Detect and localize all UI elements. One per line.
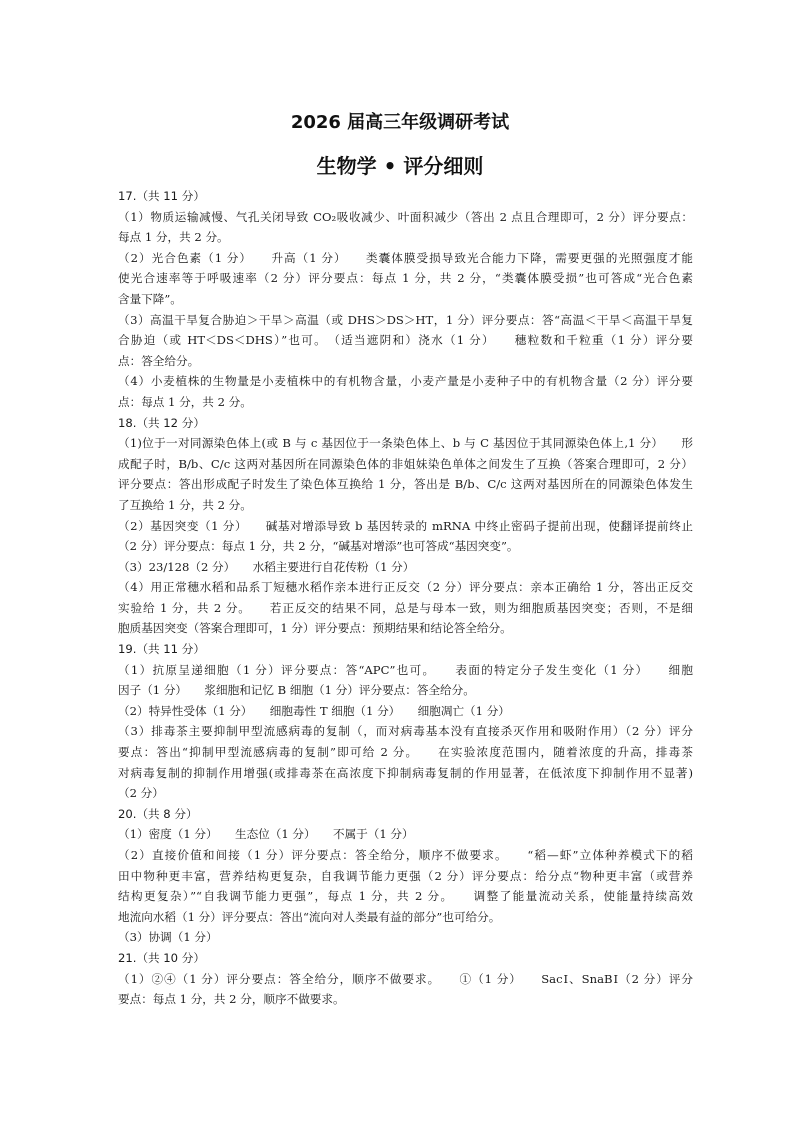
rubric-body — [118, 186, 693, 1010]
text-line: 田中物种更丰富，营养结构更复杂，自我调节能力更强（2 分）评分要点：给分点“物种更丰富（或营养 — [118, 868, 693, 883]
question-20-header: 20.（共 8 分） — [118, 806, 198, 821]
text-line: 合胁迫（或 HT＜DS＜DHS）”也可。 （适当遮阴和）浇水（1 分） 穗粒数和千粒重（1 分）评分要 — [118, 333, 693, 348]
page-title: 2026 届高三年级调研考试 — [290, 112, 510, 133]
text-line: 地流向水稻（1 分）评分要点：答出“流向对人类最有益的部分”也可给分。 — [118, 909, 501, 924]
text-line: （2 分）评分要点：每点 1 分，共 2 分，“碱基对增添”也可答成“基因突变”。 — [118, 539, 519, 554]
text-line: 含量下降”。 — [118, 291, 182, 306]
text-line: （3）协调（1 分） — [118, 930, 218, 945]
text-line: 实验给 1 分，共 2 分。 若正反交的结果不同，总是与母本一致，则为细胞质基因突变；否则，不是细 — [118, 600, 693, 615]
text-line: 评分要点：答出形成配子时发生了染色体互换给 1 分，答出是 B/b、C/c 这两对基因所在的同源染色体发生 — [118, 477, 693, 492]
text-line: 使光合速率等于呼吸速率（2 分）评分要点：每点 1 分，共 2 分，“类囊体膜受损”也可答成“光合色素 — [118, 271, 693, 286]
text-line: （2）直接价值和间接（1 分）评分要点：答全给分，顺序不做要求。 “稻—虾”立体种养模式下的稻 — [118, 848, 693, 862]
text-line: （1）②④（1 分）评分要点：答全给分，顺序不做要求。 ①（1 分） SacⅠ、SnaBⅠ（2 分）评分 — [118, 971, 693, 986]
text-line: 结构更复杂）”“自我调节能力更强”，每点 1 分，共 2 分。 调整了能量流动关系，使能量持续高效 — [118, 889, 693, 904]
text-line: 每点 1 分，共 2 分。 — [118, 230, 229, 245]
text-line: 对病毒复制的抑制作用增强(或排毒茶在高浓度下抑制病毒复制的作用显著，在低浓度下抑制作用不显著) — [118, 765, 693, 780]
text-line: （1）密度（1 分） 生态位（1 分） 不属于（1 分） — [118, 827, 414, 842]
text-line: （4）用正常穗水稻和品系丁短穗水稻作亲本进行正反交（2 分）评分要点：亲本正确给 1 分，答出正反交 — [118, 580, 693, 595]
text-line: 要点：答出“抑制甲型流感病毒的复制”即可给 2 分。 在实验浓度范围内，随着浓度的升高，排毒茶 — [118, 745, 693, 760]
question-18-header: 18.（共 12 分） — [118, 415, 205, 430]
text-line: 因子（1 分） 浆细胞和记忆 B 细胞（1 分）评分要点：答全给分。 — [118, 683, 475, 698]
question-19-header: 19.（共 11 分） — [118, 642, 205, 657]
text-line: （3）23/128（2 分） 水稻主要进行自花传粉（1 分） — [118, 559, 415, 574]
text-line: （2）特异性受体（1 分） 细胞毒性 T 细胞（1 分） 细胞凋亡（1 分） — [118, 703, 510, 718]
text-line: 成配子时，B/b、C/c 这两对基因所在同源染色体的非姐妹染色单体之间发生了互换（答案合理即可，2 分） — [118, 456, 693, 471]
text-line: （2 分） — [118, 786, 164, 801]
text-line: （3）高温干旱复合胁迫＞干旱＞高温（或 DHS＞DS＞HT，1 分）评分要点：答“高温＜干旱＜高温干旱复 — [118, 312, 693, 327]
question-21-header: 21.（共 10 分） — [118, 950, 205, 965]
text-line: （1)位于一对同源染色体上(或 B 与 c 基因位于一条染色体上、b 与 C 基因位于其同源染色体上,1 分） 形 — [118, 436, 693, 451]
text-line: （4）小麦植株的生物量是小麦植株中的有机物含量，小麦产量是小麦种子中的有机物含量（2 分）评分要 — [118, 374, 693, 389]
question-17-header: 17.（共 11 分） — [118, 189, 205, 203]
text-line: 胞质基因突变（答案合理即可，1 分）评分要点：预期结果和结论答全给分。 — [118, 621, 512, 636]
text-line: （1）抗原呈递细胞（1 分）评分要点：答“APC”也可。 表面的特定分子发生变化（1 分） 细胞 — [118, 662, 693, 677]
text-line: 了互换给 1 分，共 2 分。 — [118, 497, 252, 512]
text-line: （1）物质运输减慢、气孔关闭导致 CO₂吸收减少、叶面积减少（答出 2 点且合理即可，2 分）评分要点： — [118, 209, 693, 224]
text-line: 要点：每点 1 分，共 2 分，顺序不做要求。 — [118, 992, 345, 1007]
text-line: （2）基因突变（1 分） 碱基对增添导致 b 基因转录的 mRNA 中终止密码子提前出现，使翻译提前终止 — [118, 518, 693, 533]
text-line: 点：答全给分。 — [118, 353, 200, 368]
page-subtitle: 生物学 • 评分细则 — [316, 154, 484, 178]
text-line: （3）排毒茶主要抑制甲型流感病毒的复制（，而对病毒基本没有直接杀灭作用和吸附作用）（2 分）评分 — [118, 724, 693, 739]
text-line: 点：每点 1 分，共 2 分。 — [118, 394, 252, 409]
text-line: （2）光合色素（1 分） 升高（1 分） 类囊体膜受损导致光合能力下降，需要更强的光照强度才能 — [118, 250, 693, 265]
